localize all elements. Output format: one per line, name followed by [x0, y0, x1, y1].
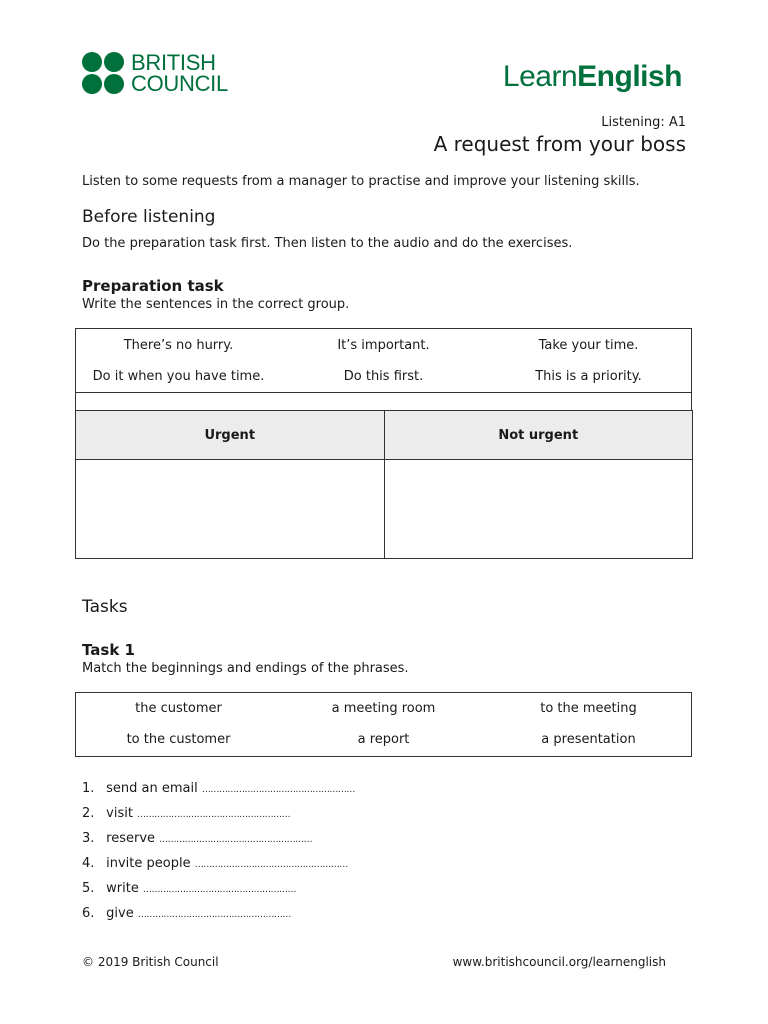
footer-url-link[interactable]: www.britishcouncil.org/learnenglish [452, 955, 666, 969]
before-text: Do the preparation task first. Then listen to the audio and do the exercises. [82, 236, 573, 251]
list-item [82, 830, 355, 855]
word-item: a presentation [541, 732, 636, 747]
word-row [76, 369, 691, 384]
task1-heading: Task 1 [82, 641, 135, 659]
prep-word-box [75, 328, 692, 412]
word-row [76, 732, 691, 747]
word-item: There’s no hurry. [123, 338, 234, 353]
col-urgent-header: Urgent [76, 411, 385, 460]
word-item: to the meeting [540, 701, 637, 716]
item-number: 4. [82, 856, 95, 871]
item-text: invite people [106, 856, 191, 871]
intro-text: Listen to some requests from a manager to practise and improve your listening skills. [82, 174, 640, 189]
prep-heading: Preparation task [82, 277, 224, 295]
task1-instruction: Match the beginnings and endings of the phrases. [82, 661, 409, 676]
item-text: visit [106, 806, 133, 821]
logo-dots-icon [82, 52, 124, 94]
item-number: 1. [82, 781, 95, 796]
answer-blank[interactable]: ……………………………………………… [137, 910, 291, 920]
list-item [82, 855, 355, 880]
answer-blank[interactable]: ……………………………………………… [137, 810, 291, 820]
answer-blank[interactable]: ……………………………………………… [142, 885, 296, 895]
english-text: English [577, 60, 682, 93]
word-item: a report [357, 732, 410, 747]
word-item: This is a priority. [535, 369, 642, 384]
list-item [82, 805, 355, 830]
prep-instruction: Write the sentences in the correct group. [82, 297, 350, 312]
answer-blank[interactable]: ……………………………………………… [159, 835, 313, 845]
word-item: Do this first. [343, 369, 424, 384]
learnenglish-logo [503, 60, 682, 94]
item-text: reserve [106, 831, 156, 846]
level-label: Listening: A1 [601, 115, 686, 130]
word-row [76, 701, 691, 716]
item-text: write [106, 881, 139, 896]
word-item: It’s important. [337, 338, 430, 353]
col-not-urgent-header: Not urgent [384, 411, 693, 460]
word-item: Take your time. [538, 338, 639, 353]
urgent-answer-cell[interactable] [76, 460, 385, 559]
answer-blank[interactable]: ……………………………………………… [201, 785, 355, 795]
word-row [76, 338, 691, 353]
copyright: © 2019 British Council [82, 955, 219, 969]
item-number: 3. [82, 831, 95, 846]
item-number: 2. [82, 806, 95, 821]
answer-blank[interactable]: ……………………………………………… [194, 860, 348, 870]
list-item [82, 905, 355, 930]
item-number: 5. [82, 881, 95, 896]
task1-word-box [75, 692, 692, 757]
british-council-logo [82, 52, 228, 94]
item-text: give [106, 906, 134, 921]
group-table [75, 410, 693, 559]
list-item [82, 880, 355, 905]
word-item: the customer [135, 701, 222, 716]
page-title: A request from your boss [433, 132, 686, 156]
list-item [82, 780, 355, 805]
learn-text: Learn [502, 60, 578, 93]
tasks-heading: Tasks [82, 597, 128, 617]
item-number: 6. [82, 906, 95, 921]
brand-line-2: COUNCIL [131, 71, 228, 96]
word-item: Do it when you have time. [92, 369, 265, 384]
before-heading: Before listening [82, 207, 216, 227]
brand-line-1: BRITISH [131, 50, 216, 75]
task1-list [82, 780, 355, 930]
item-text: send an email [106, 781, 198, 796]
not-urgent-answer-cell[interactable] [384, 460, 693, 559]
word-item: a meeting room [331, 701, 436, 716]
word-item: to the customer [126, 732, 231, 747]
